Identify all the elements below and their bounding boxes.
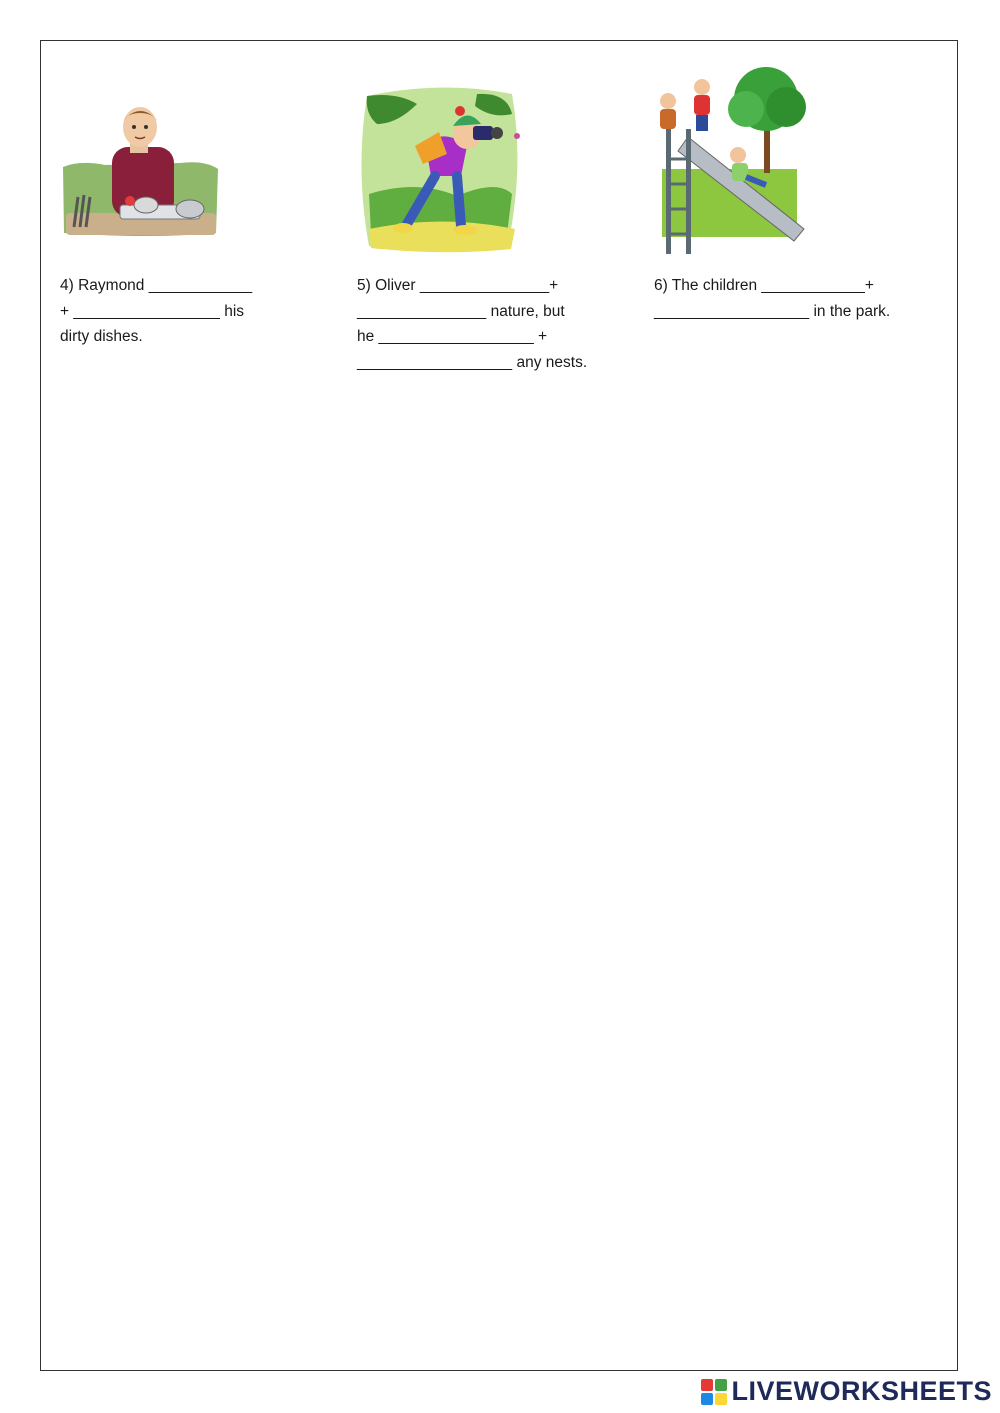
exercise-6-text	[654, 273, 924, 324]
exercise-line: 4) Raymond ____________	[60, 277, 253, 294]
exercise-line: he __________________ +	[357, 328, 548, 345]
exercise-line: 5) Oliver _______________+	[357, 277, 559, 294]
exercise-line: 6) The children ____________+	[654, 277, 874, 294]
exercise-4	[60, 55, 330, 345]
children-slide-illustration	[654, 59, 819, 254]
exercise-line: + _________________ his	[60, 302, 245, 320]
man-washing-dishes-illustration	[60, 105, 220, 240]
exercise-4-text	[60, 273, 330, 350]
liveworksheets-logo-icon	[701, 1379, 727, 1405]
exercise-5	[357, 55, 627, 371]
exercise-6	[654, 55, 924, 320]
exercise-line: __________________ in the park.	[654, 302, 891, 320]
photographer-illustration	[357, 84, 527, 256]
exercise-line: _______________ nature, but	[357, 302, 565, 320]
exercise-line: __________________ any nests.	[357, 353, 588, 371]
exercise-line: dirty dishes.	[60, 328, 143, 345]
liveworksheets-brand: LIVEWORKSHEETS	[731, 1376, 992, 1406]
liveworksheets-logo	[701, 1376, 992, 1407]
exercise-5-text	[357, 273, 627, 375]
